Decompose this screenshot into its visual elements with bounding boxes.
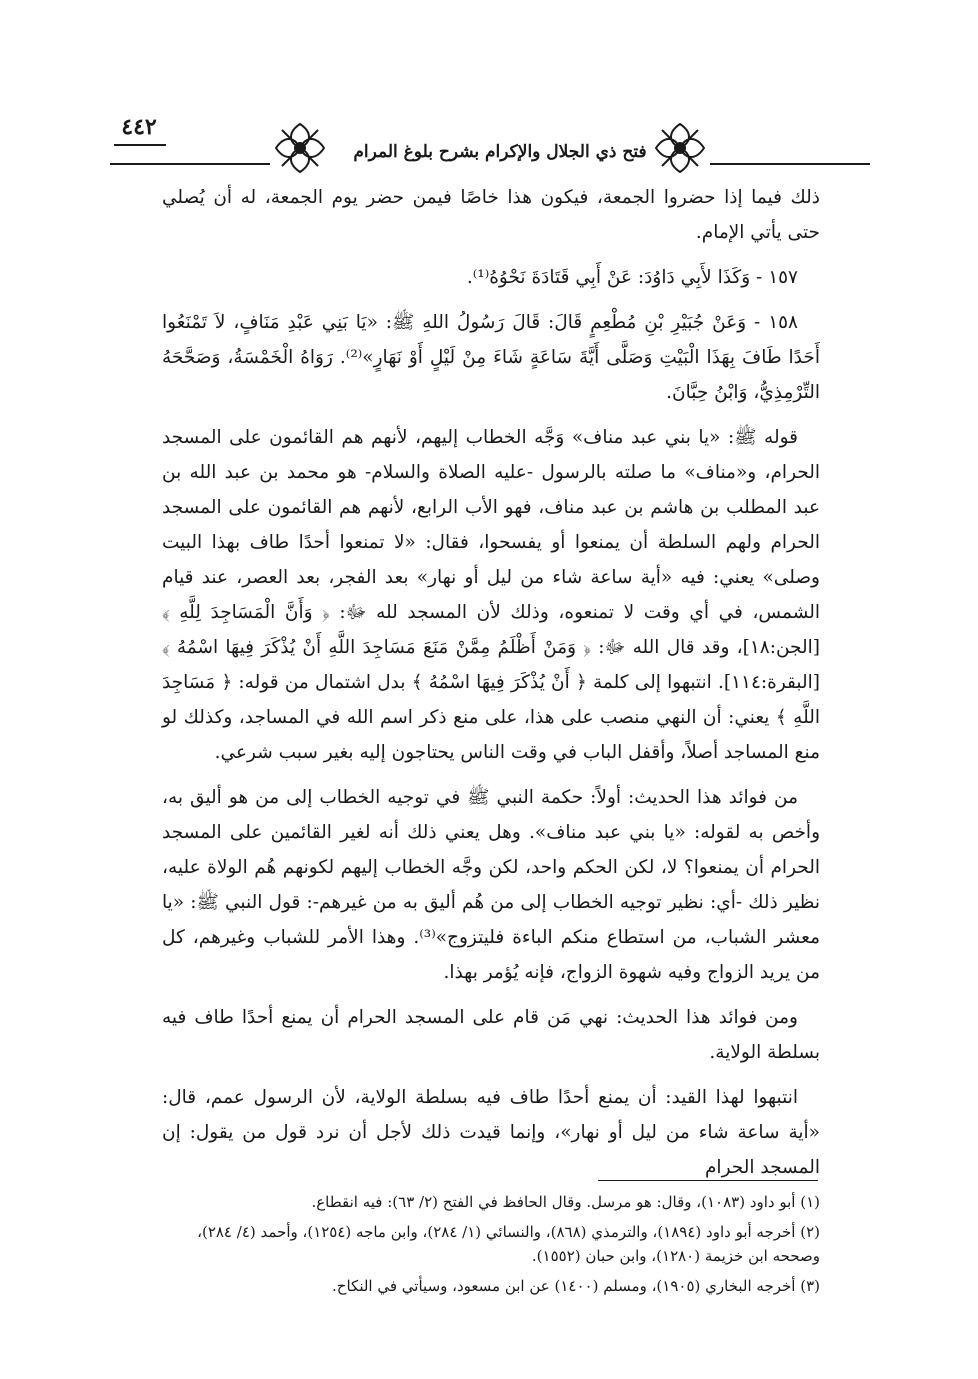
hadith-157: ١٥٧ - وَكَذَا لأَبِي دَاوُدَ: عَنْ أَبِي قَتَادَةَ نَحْوُهُ⁽¹⁾. [466,267,798,288]
footnote-1: (١) أبو داود (١٠٨٣)، وقال: هو مرسل. وقال الحافظ في الفتح (٢/ ٦٣): فيه انقطاع. [311,1193,820,1211]
benefits-paragraph-2: ومن فوائد هذا الحديث: نهي مَن قام على المسجد الحرام أن يمنع أحدًا طاف فيه بسلطة الولاية. [162,1007,820,1063]
commentary-paragraph: قوله ﷺ: «يا بني عبد مناف» وَجَّه الخطاب إليهم، لأنهم هم القائمون على المسجد الحرام، و«مناف» ما صلته بالرسول -عليه الصلاة والسلام- هو محمد بن عبد الله بن عبد المطلب بن هاشم بن عبد مناف، فهو الأب الرابع، لأنهم هم القائمون على المسجد الحرام ولهم السلطة أن يمنعوا أو يفسحوا، فقال: «لا تمنعوا أحدًا طاف بهذا البيت وصلى» يعني: فيه «أية ساعة شاء من ليل أو نهار» بعد الفجر، بعد العصر، عند قيام الشمس، في أي وقت لا تمنعوه، وذلك لأن المسجد لله ﷻ: ﴿ وَأَنَّ الْمَسَاجِدَ لِلَّهِ ﴾ [الجن:١٨]، وقد قال الله ﷻ: ﴿ وَمَنْ أَظْلَمُ مِمَّنْ مَنَعَ مَسَاجِدَ اللَّهِ أَنْ يُذْكَرَ فِيهَا اسْمُهُ ﴾ [البقرة:١١٤]. انتبهوا إلى كلمة ﴿ أَنْ يُذْكَرَ فِيهَا اسْمُهُ ﴾ بدل اشتمال من قوله: ﴿ مَسَاجِدَ اللَّهِ ﴾ يعني: أن النهي منصب على هذا، على منع ذكر اسم الله في المساجد، وكذلك لو منع المساجد أصلاً، وأقفل الباب في وقت الناس يحتاجون إليه بغير سبب شرعي. [162,427,820,763]
paragraph-continuation: ذلك فيما إذا حضروا الجمعة، فيكون هذا خاصًا فيمن حضر يوم الجمعة، له أن يُصلي حتى يأتي الإمام. [162,187,820,243]
page-number: ٤٤٢ [121,114,157,140]
benefits-paragraph-3: انتبهوا لهذا القيد: أن يمنع أحدًا طاف فيه بسلطة الولاية، لأن الرسول عمم، قال: «أية ساعة شاء من ليل أو نهار»، وإنما قيدت ذلك لأجل أن نرد قول من يقول: إن المسجد الحرام [162,1087,820,1178]
footnote-3: (٣) أخرجه البخاري (١٩٠٥)، ومسلم (١٤٠٠) عن ابن مسعود، وسيأتي في النكاح. [332,1277,820,1295]
header-rule-left [110,163,270,165]
book-title: فتح ذي الجلال والإكرام بشرح بلوغ المرام [353,142,647,162]
benefits-paragraph-1: من فوائد هذا الحديث: أولاً: حكمة النبي ﷺ في توجيه الخطاب إلى من هو أليق به، وأخص به لقوله: «يا بني عبد مناف». وهل يعني ذلك أنه لغير القائمين على المسجد الحرام أن يمنعوا؟ لا، لكن الحكم واحد، لكن وجَّه الخطاب إليهم لكونهم هُم الولاة عليه، نظير ذلك -أي: نظير توجيه الخطاب إلى من هُم أليق به من غيرهم-: قول النبي ﷺ: «يا معشر الشباب، من استطاع منكم الباءة فليتزوج»⁽³⁾. وهذا الأمر للشباب وغيرهم، كل من يريد الزواج وفيه شهوة الزواج، فإنه يُؤمر بهذا. [162,787,820,983]
page-body [162,180,820,1195]
hadith-158: ١٥٨ - وَعَنْ جُبَيْرِ بْنِ مُطْعِمٍ قَالَ: قَالَ رَسُولُ اللهِ ﷺ: «يَا بَنِي عَبْدِ مَنَافٍ، لاَ تَمْنَعُوا أَحَدًا طَافَ بِهَذَا الْبَيْتِ وَصَلَّى أَيَّةَ سَاعَةٍ شَاءَ مِنْ لَيْلٍ أَوْ نَهَارٍ»⁽²⁾. رَوَاهُ الْخَمْسَةُ، وَصَحَّحَهُ التِّرْمِذِيُّ، وَابْنُ حِبَّانَ. [162,312,820,403]
footnote-2: (٢) أخرجه أبو داود (١٨٩٤)، والترمذي (٨٦٨)، والنسائي (١/ ٢٨٤)، وابن ماجه (١٢٥٤)، وأحمد (٤/ ٢٨٤)، وصححه ابن خزيمة (١٢٨٠)، وابن حبان (١٥٥٢). [197,1223,820,1265]
running-header [110,108,870,178]
floral-ornament-icon [650,118,710,178]
footnote-separator [598,1180,818,1181]
header-rule-right [710,163,870,165]
footnotes [162,1190,820,1304]
page-number-underline [114,144,166,146]
